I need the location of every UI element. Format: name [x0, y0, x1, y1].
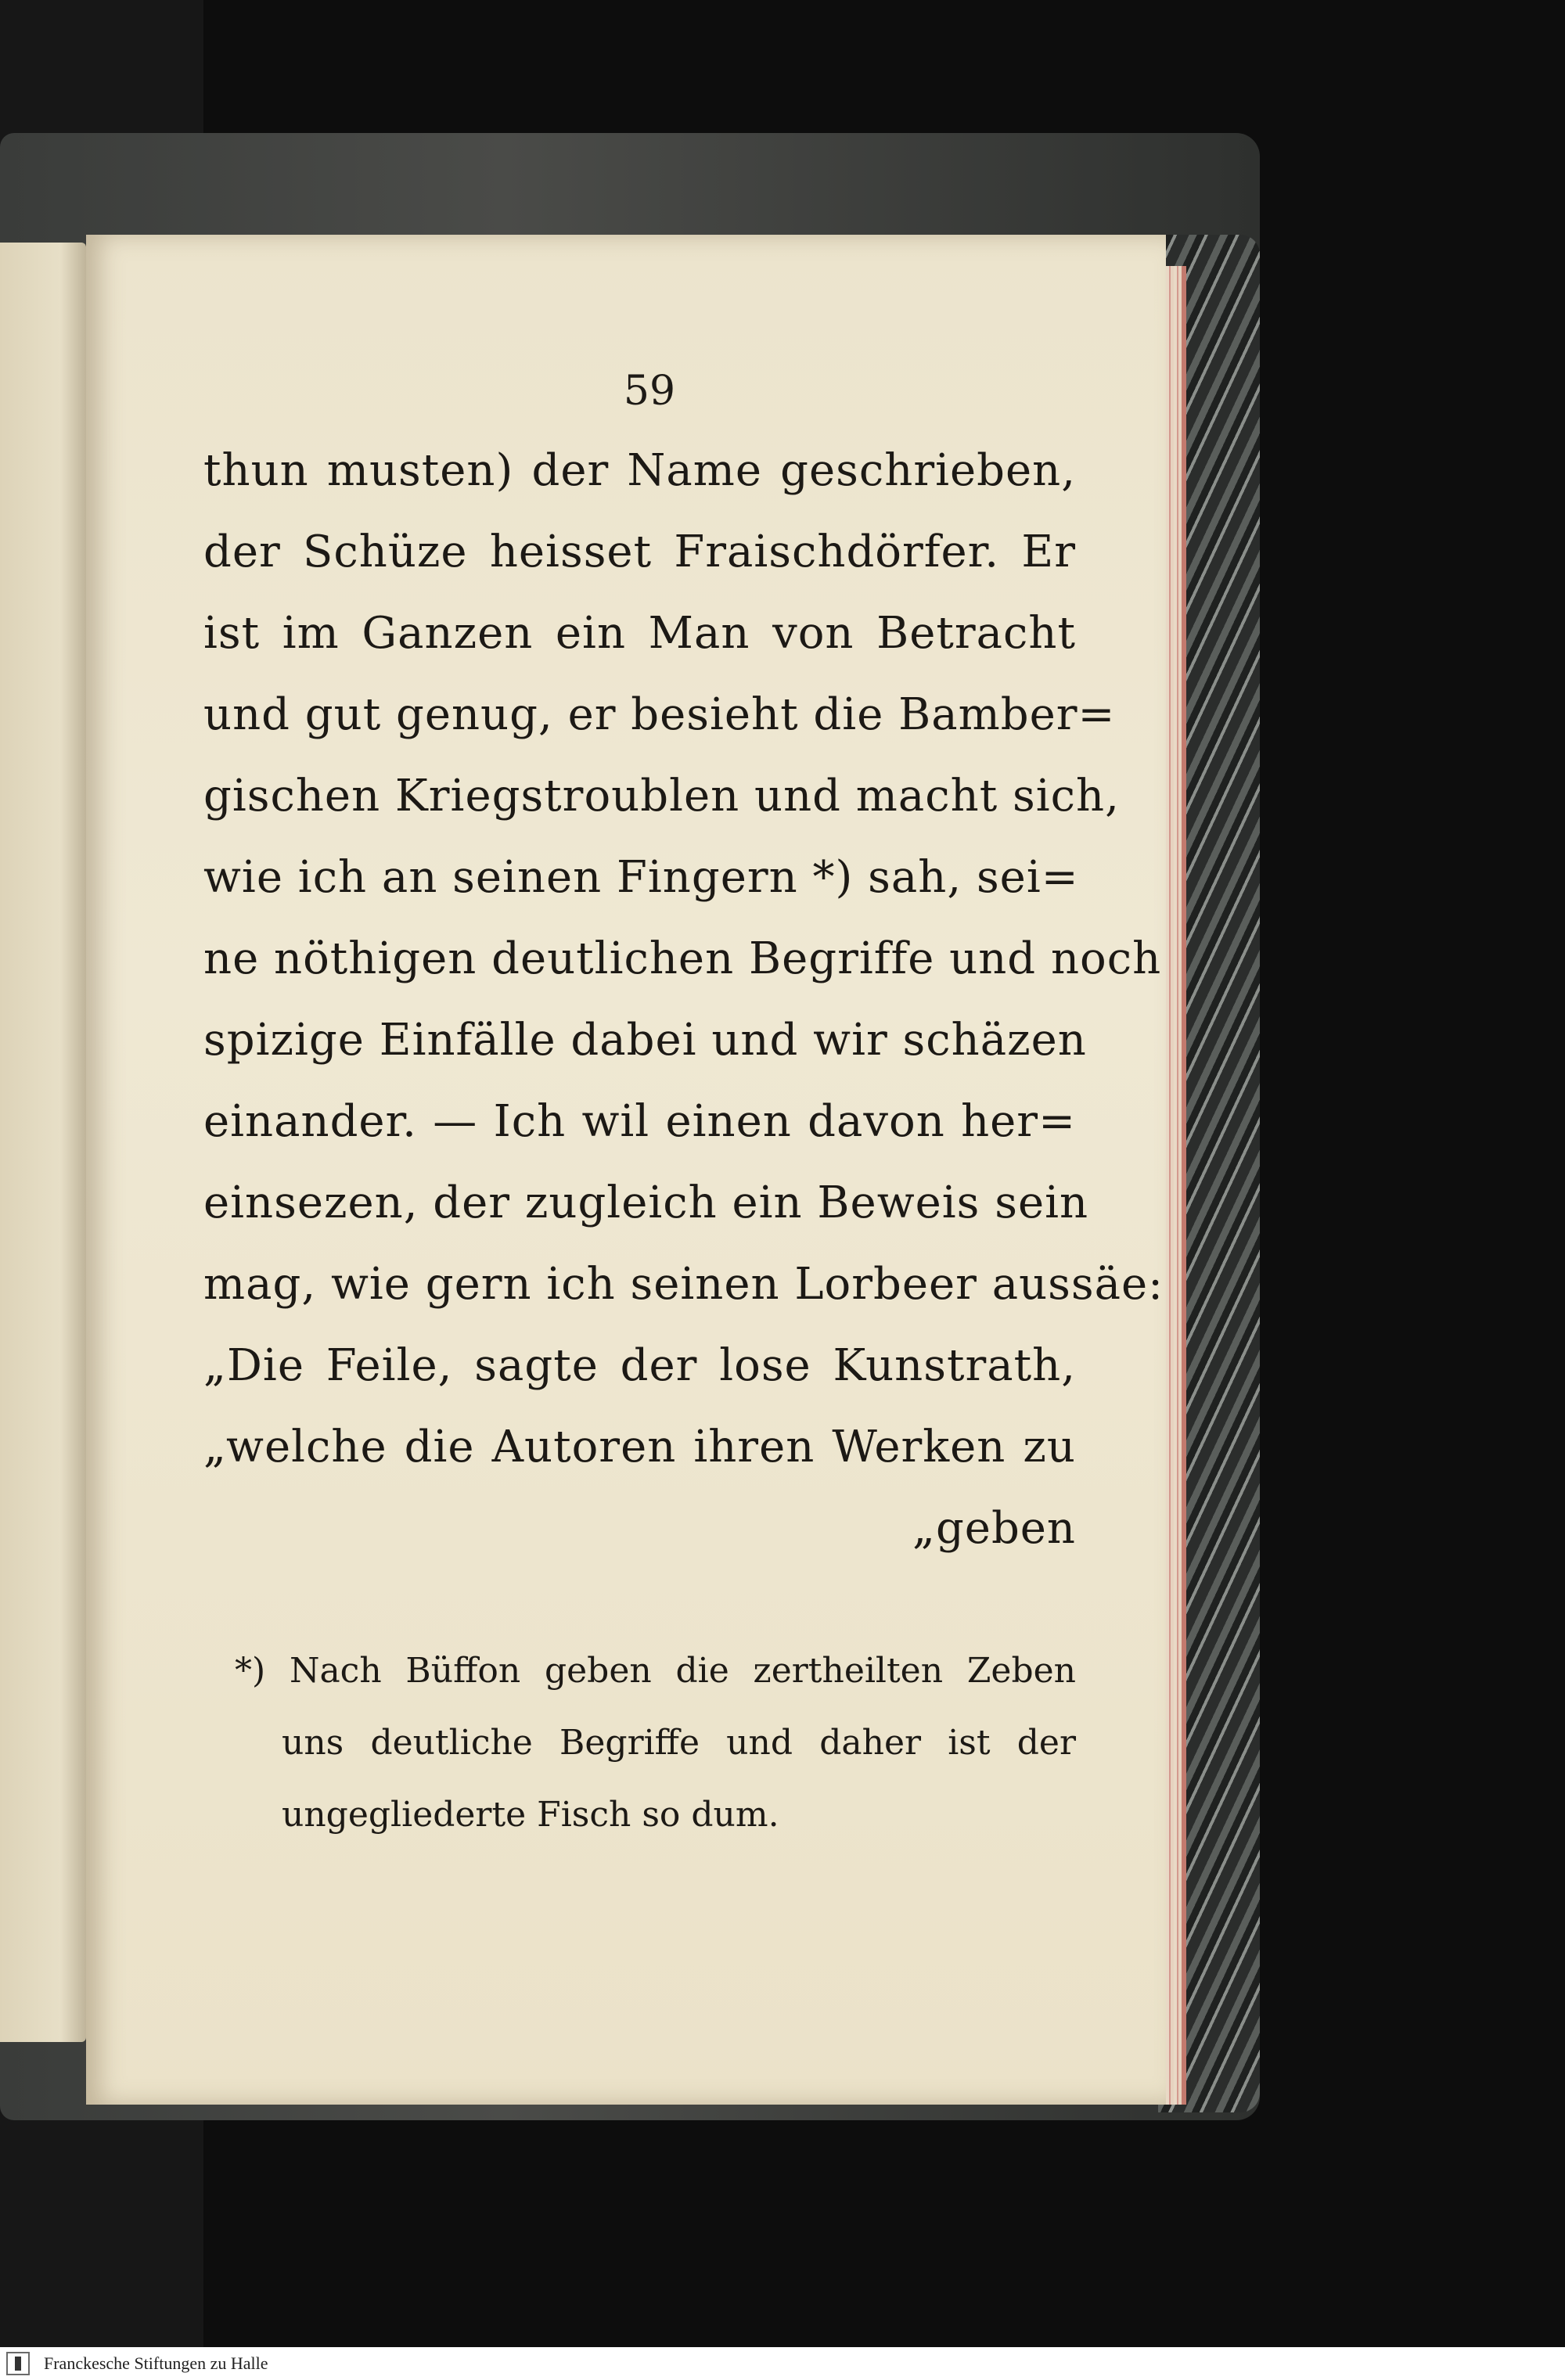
text-line: wie ich an seinen Fingern *) sah, sei=: [203, 852, 1079, 903]
footnote-line: *) Nach Büffon geben die zertheilten Zeben: [235, 1651, 1076, 1691]
text-line: ist im Ganzen ein Man von Betracht: [203, 608, 1076, 659]
institution-name: Franckesche Stiftungen zu Halle: [44, 2353, 268, 2373]
text-line: und gut genug, er besieht die Bamber=: [203, 689, 1116, 740]
text-line: „welche die Autoren ihren Werken zu: [203, 1422, 1076, 1472]
text-line: „Die Feile, sagte der lose Kunstrath,: [203, 1340, 1076, 1391]
text-line: gischen Kriegstroublen und macht sich,: [203, 771, 1120, 821]
text-line: thun musten) der Name geschrieben,: [203, 445, 1076, 496]
institution-logo-icon: [6, 2352, 30, 2375]
text-line: ne nöthigen deutlichen Begriffe und noch: [203, 933, 1162, 984]
body-text: [203, 430, 1164, 1569]
text-line: einander. — Ich wil einen davon her=: [203, 1096, 1076, 1147]
footnote: [235, 1635, 1076, 1851]
footnote-line: ungegliederte Fisch so dum.: [282, 1795, 779, 1835]
text-line: spizige Einfälle dabei und wir schäzen: [203, 1015, 1087, 1066]
text-line: einsezen, der zugleich ein Beweis sein: [203, 1177, 1089, 1228]
catchword: „geben: [912, 1503, 1076, 1554]
book-page: [86, 235, 1166, 2105]
page-number: 59: [623, 368, 676, 415]
text-line: der Schüze heisset Fraischdörfer. Er: [203, 527, 1076, 577]
footnote-line: uns deutliche Begriffe und daher ist der: [282, 1723, 1076, 1763]
institution-footer: [0, 2347, 1565, 2380]
text-line: mag, wie gern ich seinen Lorbeer aussäe:: [203, 1259, 1164, 1310]
previous-page-edge: [0, 243, 86, 2042]
